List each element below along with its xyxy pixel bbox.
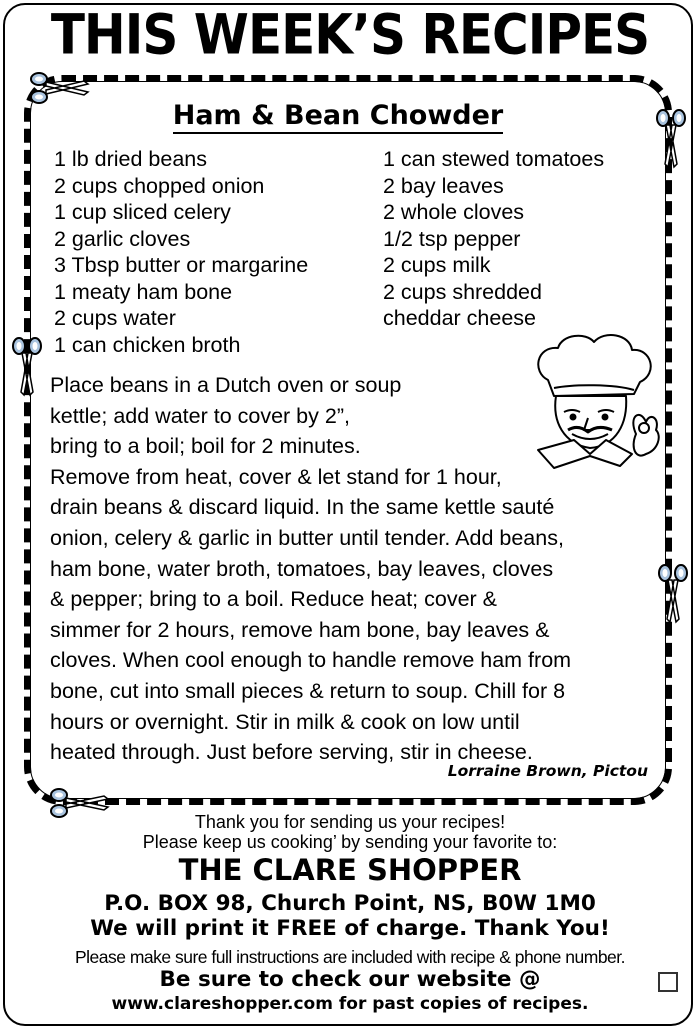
instructions-note: Please make sure full instructions are included with recipe & phone number. <box>74 947 626 967</box>
keep-cooking-text: Please keep us cooking’ by sending your favorite to: <box>142 832 558 852</box>
ingredient: 1 can chicken broth <box>54 332 241 357</box>
instruction-line: Place beans in a Dutch oven or soup <box>50 373 402 397</box>
ingredient: 1 can stewed tomatoes <box>383 147 605 171</box>
instruction-line: hours or overnight. Stir in milk & cook on low until <box>50 709 520 734</box>
ingredient: 2 cups shredded <box>383 279 542 304</box>
website-link[interactable]: www.clareshopper.com for past copies of recipes. <box>111 994 589 1014</box>
ingredient: 1 lb dried beans <box>54 147 207 171</box>
ingredient: cheddar cheese <box>383 306 536 330</box>
ingredients-left-column <box>54 146 308 358</box>
free-of-charge-text: We will print it FREE of charge. Thank You! <box>90 916 610 941</box>
instruction-line: Remove from heat, cover & let stand for 1 hour, <box>50 464 502 489</box>
ingredient: 2 garlic cloves <box>54 226 191 251</box>
ingredient: 2 bay leaves <box>383 173 504 198</box>
mailing-address: P.O. BOX 98, Church Point, NS, B0W 1M0 <box>104 891 596 916</box>
instruction-line: simmer for 2 hours, remove ham bone, bay leaves & <box>50 617 550 642</box>
corner-box-icon <box>658 972 678 992</box>
instruction-line: kettle; add water to cover by 2”, <box>50 403 350 428</box>
instruction-line: heated through. Just before serving, stir in cheese. <box>50 740 533 765</box>
page-title: THIS WEEK’S RECIPES <box>50 3 650 67</box>
ingredient: 2 cups water <box>54 306 176 330</box>
recipe-credit: Lorraine Brown, Pictou <box>447 762 648 780</box>
instruction-line: bone, cut into small pieces & return to soup. Chill for 8 <box>50 678 566 703</box>
recipe-title: Ham & Bean Chowder <box>0 100 676 131</box>
ingredient: 1 cup sliced celery <box>54 200 231 224</box>
ingredient: 2 cups chopped onion <box>54 173 265 198</box>
scissors-icon <box>10 335 44 397</box>
instruction-line: bring to a boil; boil for 2 minutes. <box>50 434 361 459</box>
ingredients-right-column <box>383 146 604 332</box>
ingredient: 2 whole cloves <box>383 200 525 224</box>
scissors-icon <box>656 562 690 624</box>
instructions <box>50 370 660 768</box>
instruction-line: drain beans & discard liquid. In the same kettle sauté <box>50 495 555 520</box>
website-callout: Be sure to check our website @ <box>159 967 541 992</box>
ingredient: 1 meaty ham bone <box>54 279 233 304</box>
instruction-line: onion, celery & garlic in butter until tender. Add beans, <box>50 525 564 550</box>
instruction-line: ham bone, water broth, tomatoes, bay leaves, cloves <box>50 556 554 581</box>
ingredient: 2 cups milk <box>383 253 491 277</box>
ingredient: 1/2 tsp pepper <box>383 226 521 251</box>
shopper-name: THE CLARE SHOPPER <box>178 853 522 887</box>
instruction-line: cloves. When cool enough to handle remove ham from <box>50 648 572 673</box>
instruction-line: & pepper; bring to a boil. Reduce heat; cover & <box>50 587 497 612</box>
thanks-text: Thank you for sending us your recipes! <box>194 812 506 832</box>
ingredient: 3 Tbsp butter or margarine <box>54 253 309 277</box>
